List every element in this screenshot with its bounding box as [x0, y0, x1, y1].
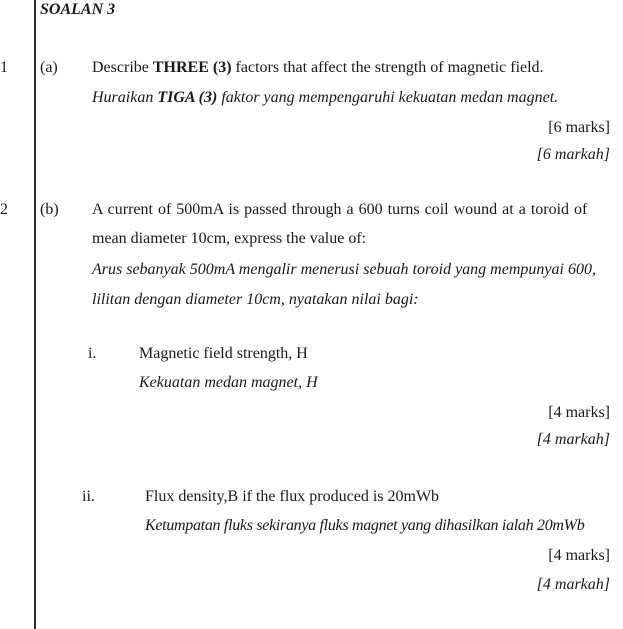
part-i-label: i. — [88, 345, 97, 362]
part-i-malay: Kekuatan medan magnet, H — [139, 374, 318, 391]
question-b-ms-line1: Arus sebanyak 500mA mengalir menerusi sebuah toroid yang mempunyai 600, — [92, 261, 596, 278]
section-title: SOALAN 3 — [40, 1, 116, 18]
question-a-marks-ms: [6 markah] — [536, 146, 610, 163]
question-a-ms-post: faktor yang mempengaruhi kekuatan medan magnet. — [217, 89, 559, 106]
part-ii-label: ii. — [82, 488, 95, 505]
question-b-ms-line2: lilitan dengan diameter 10cm, nyatakan nilai bagi: — [92, 291, 419, 308]
part-i-english: Magnetic field strength, H — [139, 345, 308, 362]
part-ii-malay: Ketumpatan fluks sekiranya fluks magnet yang dihasilkan ialah 20mWb — [145, 517, 585, 534]
part-ii-marks-en: [4 marks] — [548, 547, 610, 564]
part-i-marks-ms: [4 markah] — [536, 431, 610, 448]
part-i-marks-en: [4 marks] — [548, 404, 610, 421]
question-a-label: (a) — [40, 59, 58, 76]
margin-number-2: 2 — [0, 201, 8, 218]
question-a-ms-bold: TIGA (3) — [157, 89, 218, 106]
question-a-english — [92, 60, 544, 76]
question-a-marks-en: [6 marks] — [548, 119, 610, 136]
question-a-en-bold: THREE (3) — [152, 59, 232, 76]
question-b-en-line1: A current of 500mA is passed through a 600 turns coil wound at a toroid of — [92, 201, 588, 218]
question-a-en-post: factors that affect the strength of magnetic field. — [231, 59, 544, 76]
question-b-en-line2: mean diameter 10cm, express the value of: — [92, 230, 367, 247]
left-margin-rule — [34, 0, 36, 629]
question-b-label: (b) — [40, 201, 59, 218]
part-ii-marks-ms: [4 markah] — [536, 576, 610, 593]
question-a-en-pre: Describe — [92, 59, 153, 76]
margin-number-1: 1 — [0, 59, 8, 76]
question-a-malay — [92, 90, 558, 106]
part-ii-english: Flux density,B if the flux produced is 20mWb — [145, 488, 440, 505]
question-a-ms-pre: Huraikan — [92, 89, 158, 106]
